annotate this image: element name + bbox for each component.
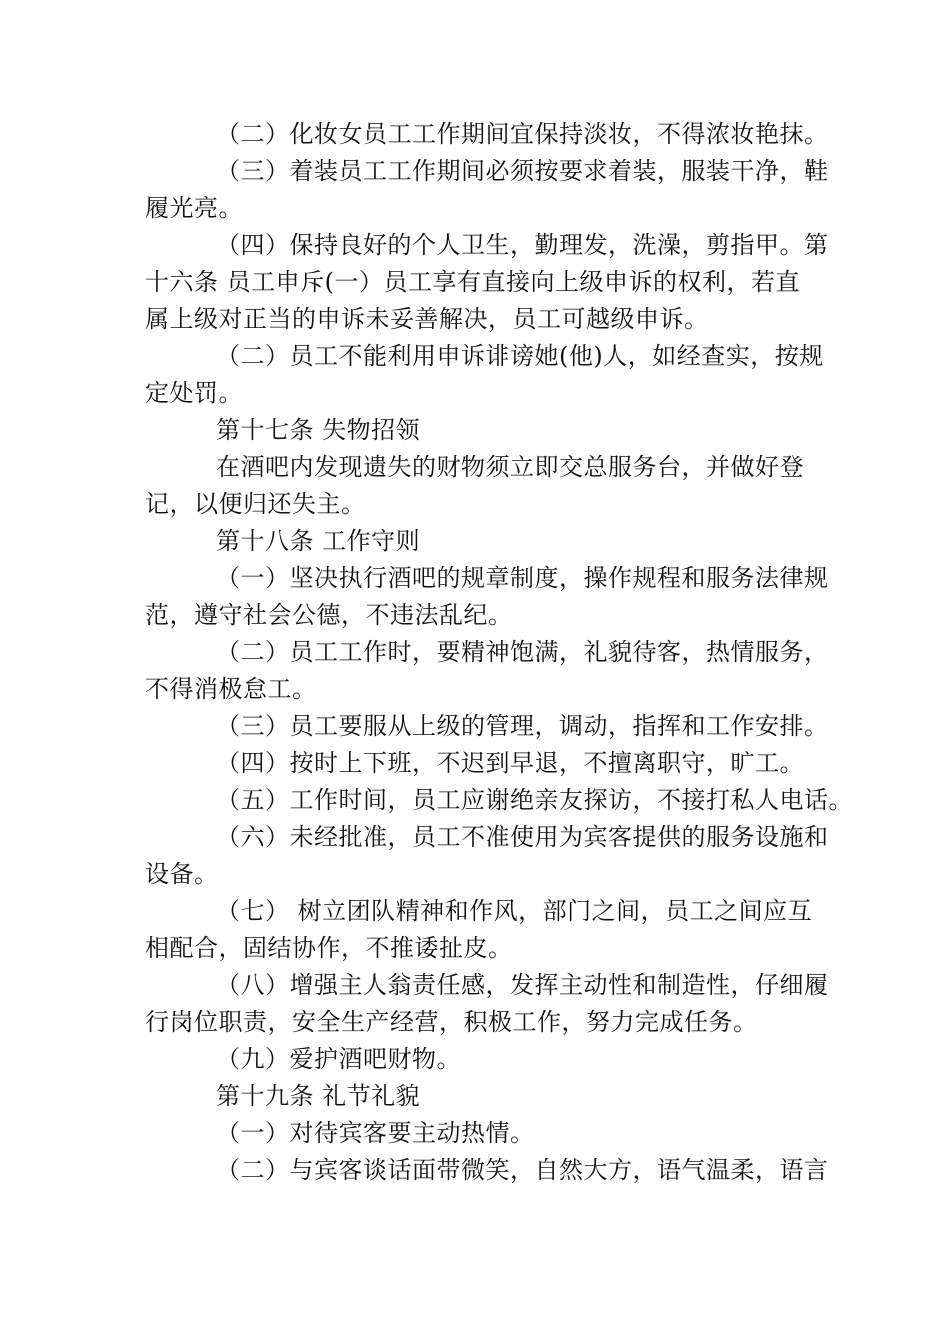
section-heading: 第十九条 礼节礼貌 xyxy=(216,1082,421,1110)
text-line: （七） 树立团队精神和作风，部门之间，员工之间应互 xyxy=(216,897,813,925)
document-body xyxy=(145,116,853,1189)
text-line: 行岗位职责，安全生产经营，积极工作，努力完成任务。 xyxy=(145,1008,758,1036)
text-line: （八）增强主人翁责任感，发挥主动性和制造性，仔细履 xyxy=(216,971,829,999)
text-line: 不得消极怠工。 xyxy=(145,675,317,703)
text-line: （三）员工要服从上级的管理，调动，指挥和工作安排。 xyxy=(216,712,829,740)
text-line: 在酒吧内发现遗失的财物须立即交总服务台，并做好登 xyxy=(216,453,804,481)
text-line: （六）未经批准，员工不准使用为宾客提供的服务设施和 xyxy=(216,823,829,851)
text-line: 相配合，固结协作，不推诿扯皮。 xyxy=(145,934,513,962)
text-line: 记，以便归还失主。 xyxy=(145,490,366,518)
text-line: （二）员工不能利用申诉诽谤她(他)人，如经查实，按规 xyxy=(216,342,824,370)
text-line: （二）与宾客谈话面带微笑，自然大方，语气温柔，语言 xyxy=(216,1156,829,1184)
text-line: 履光亮。 xyxy=(145,194,243,222)
section-heading: 第十七条 失物招领 xyxy=(216,416,421,444)
text-line: 范，遵守社会公德，不违法乱纪。 xyxy=(145,601,513,629)
text-line: 设备。 xyxy=(145,860,219,888)
text-line: 属上级对正当的申诉未妥善解决，员工可越级申诉。 xyxy=(145,305,709,333)
text-line: （一）坚决执行酒吧的规章制度，操作规程和服务法律规 xyxy=(216,564,829,592)
text-line: （四）按时上下班，不迟到早退，不擅离职守，旷工。 xyxy=(216,749,804,777)
text-line: （三）着装员工工作期间必须按要求着装，服装干净，鞋 xyxy=(216,157,829,185)
section-heading: 第十八条 工作守则 xyxy=(216,527,421,555)
text-line: 十六条 员工申斥(一）员工享有直接向上级申诉的权利，若直 xyxy=(145,268,800,296)
text-line: （五）工作时间，员工应谢绝亲友探访，不接打私人电话。 xyxy=(216,786,853,814)
text-line: 定处罚。 xyxy=(145,379,243,407)
text-line: （二）员工工作时，要精神饱满，礼貌待客，热情服务， xyxy=(216,638,829,666)
text-line: （九）爱护酒吧财物。 xyxy=(216,1045,461,1073)
text-line: （一）对待宾客要主动热情。 xyxy=(216,1119,535,1147)
text-line: （四）保持良好的个人卫生，勤理发，洗澡，剪指甲。第 xyxy=(216,231,829,259)
text-line: （二）化妆女员工工作期间宜保持淡妆，不得浓妆艳抹。 xyxy=(216,120,829,148)
